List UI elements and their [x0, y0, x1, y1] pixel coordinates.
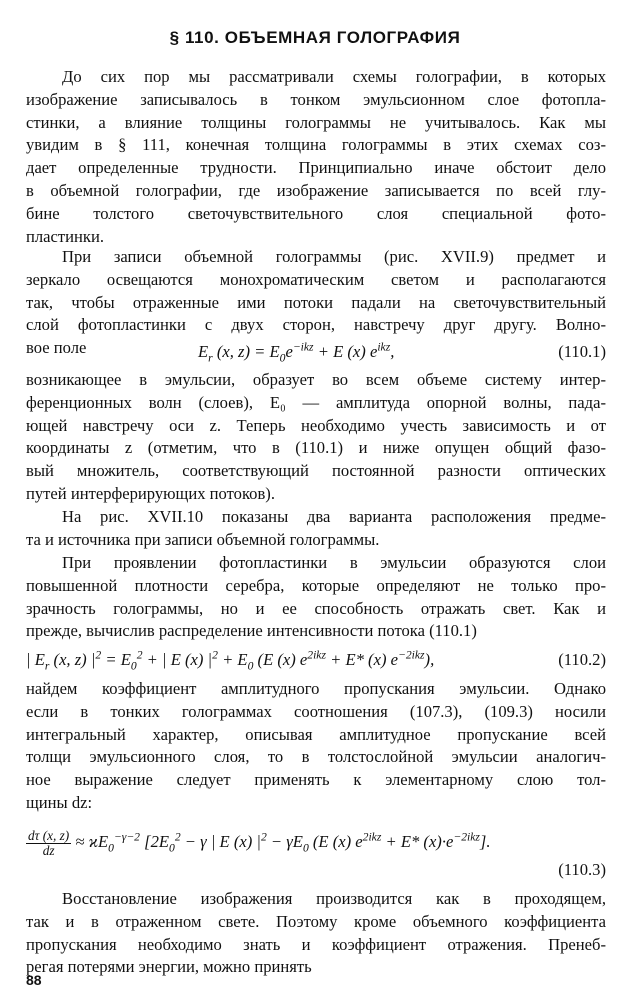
equation-number: (110.3) [558, 860, 606, 879]
text-line: ное выражение следует применять к элементарному слою тол- [26, 770, 606, 790]
text-line: зеркало освещаются монохроматическим светом и располагаются [26, 269, 606, 289]
text-line: повышенной плотности серебра, которые определяют не только про- [26, 575, 606, 595]
text-line: изображение записывалось в тонком эмульсионном слое фотопла- [26, 89, 606, 109]
fraction: $\frac{d\tau (x, z)}{dz}$ [28, 827, 70, 858]
equation-110-3 [26, 824, 606, 860]
text-line: найдем коэффициент амплитудного пропускания эмульсии. Однако [26, 679, 606, 698]
text-line: При записи объемной голограммы (рис. XVII.9) предмет и [62, 247, 606, 266]
text-line: вое поле [26, 338, 87, 358]
text-line: слой фотопластинки с двух сторон, навстречу друг другу. Волно- [26, 315, 606, 335]
paragraph-5 [26, 552, 606, 643]
text-line: На рис. XVII.10 показаны два варианта расположения предме- [62, 507, 606, 526]
text-line: так и в отраженном свете. Поэтому кроме объемного коэффициента [26, 911, 606, 931]
text-line: интегральный характер, описывая амплитудное пропускание всей [26, 724, 606, 744]
paragraph-3 [26, 369, 606, 506]
text-line: вый множитель, соответствующий постоянной разности оптических [26, 461, 606, 481]
text-line: пропускания необходимо знать и коэффициент отражения. Пренеб- [26, 934, 606, 954]
text-line: ющей навстречу оси z. Теперь необходимо учесть зависимость и от [26, 415, 606, 435]
section-title: § 110. ОБЪЕМНАЯ ГОЛОГРАФИЯ [169, 28, 461, 47]
text-line: зрачность голограммы, но и ее способность отражать свет. Как и [26, 598, 606, 618]
text-line: щины dz: [26, 792, 93, 812]
equation-body: $E_r$ (x, $z) = E_0e^{-ikz} + E$ (x) $e^{ikz}$, [198, 340, 395, 365]
text-line: если в тонких голограммах соотношения (107.3), (109.3) носили [26, 701, 606, 721]
text-line: координаты z (отметим, что в (110.1) и ниже опущен общий фазо- [26, 438, 606, 458]
paragraph-6 [26, 678, 606, 815]
equation-body: | $E_r$ (x, z) $|^2 = E_0^2$ + | E (x) $|^2 + E_0$ (E (x) $e^{2ikz} + E*$ (x) $e^{-2ikz}$), [26, 648, 435, 673]
text-line: путей интерферирующих потоков). [26, 483, 275, 503]
text-line: При проявлении фотопластинки в эмульсии образуются слои [62, 553, 606, 572]
equation-number: (110.2) [558, 650, 606, 669]
text-line: в объемной голографии, где изображение записывается по всей глу- [26, 180, 606, 200]
text-line: пластинки. [26, 226, 104, 246]
page-number: 88 [26, 972, 42, 988]
text-line: дает определенные трудности. Принципиально иначе обстоит дело [26, 158, 606, 178]
text-line: бине толстого светочувствительного слоя специальной фото- [26, 203, 606, 223]
text-line: та и источника при записи объемной голограммы. [26, 529, 380, 549]
equation-110-2 [26, 646, 606, 674]
text-line: регая потерями энергии, можно принять [26, 957, 312, 977]
equation-body: $\frac{d\tau (x, z)}{dz}$ ≈ $ϰE_0^{-\gamma-2}$ [$2E_0^2 - \gamma$ | E (x) $|^2 - \gamma E_0$ (E (x) $e^{2ikz} + E*$ $(x)\cdot e^{-2ikz}$]. [28, 827, 491, 858]
equation-110-1 [26, 338, 606, 366]
paragraph-4 [26, 506, 606, 552]
paragraph-1 [26, 66, 606, 248]
paragraph-7 [26, 888, 606, 979]
text-line: ференционных волн (слоев), E₀ — амплитуда опорной волны, пада- [26, 392, 606, 412]
text-line: Восстановление изображения производится как в проходящем, [62, 889, 606, 908]
text-line: До сих пор мы рассматривали схемы голографии, в которых [62, 67, 606, 86]
text-line: толщи эмульсионного слоя, то в толстослойной эмульсии аналогич- [26, 747, 606, 767]
text-line: так, чтобы отраженные ими потоки падали на светочувствительный [26, 292, 606, 312]
equation-number: (110.1) [558, 342, 606, 361]
text-line: прежде, вычислив распределение интенсивности потока (110.1) [26, 621, 477, 641]
text-line: увидим в § 111, конечная толщина голограммы в этих схемах соз- [26, 135, 606, 155]
text-line: стинки, а влияние толщины голограммы не учитывалось. Как мы [26, 112, 606, 132]
text-line: возникающее в эмульсии, образует во всем объеме систему интер- [26, 370, 606, 389]
